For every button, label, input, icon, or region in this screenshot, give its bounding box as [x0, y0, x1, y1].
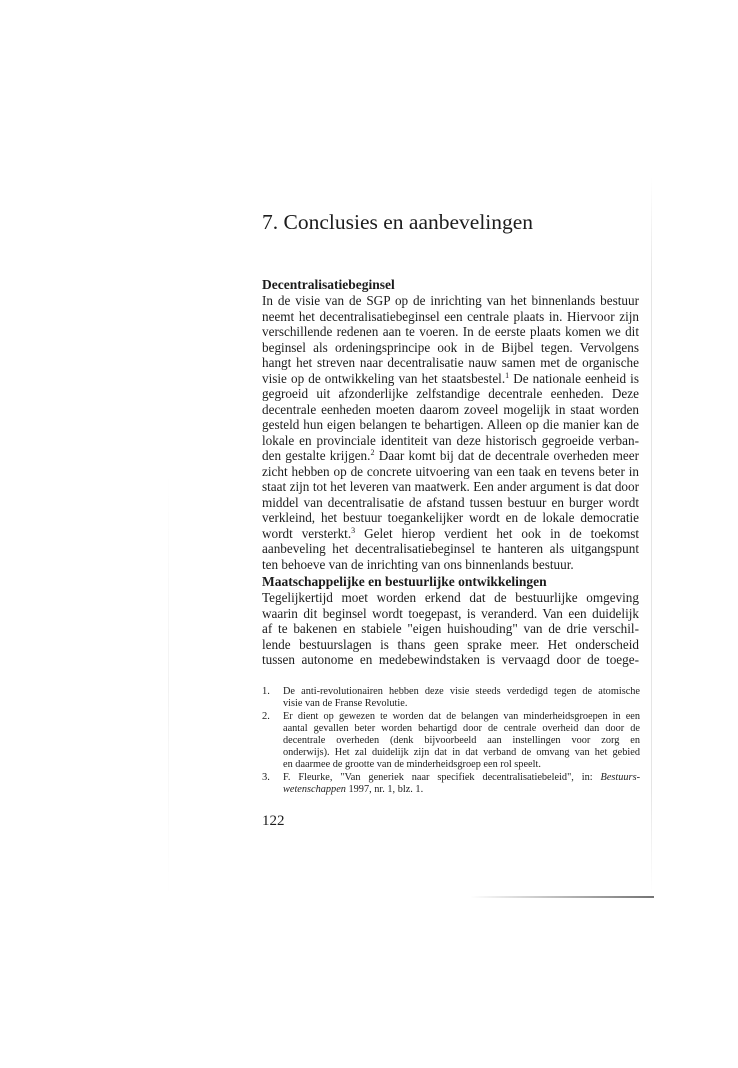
section-heading-decentralisatie: Decentralisatiebeginsel	[262, 277, 395, 292]
text-segment-italic: Bestuurs-	[600, 772, 640, 783]
text-segment: F. Fleurke, "Van generiek naar specifiek decentralisatiebeleid", in:	[283, 772, 601, 783]
text-line: hangt het streven naar decentralisatie nauw samen met de organische	[262, 355, 639, 370]
text-segment: den gestalte krijgen.	[262, 448, 371, 463]
footnote-line: De anti-revolutionairen hebben deze visie steeds verdedigd tegen de atomische	[283, 686, 640, 697]
text-line: gegroeid uit afzonderlijke zelfstandige decentrale eenheden. Deze	[262, 386, 639, 401]
text-line: af te bakenen en stabiele "eigen huishouding" van de drie verschil-	[262, 621, 639, 636]
page-edge-bottom	[470, 896, 654, 898]
footnote-line: decentrale overheden (denk bijvoorbeeld aan instellingen voor zorg en	[283, 735, 640, 746]
footnote-2	[262, 711, 640, 771]
text-line	[262, 448, 639, 464]
paragraph-decentralisatie	[262, 293, 639, 572]
footnote-3	[262, 772, 640, 796]
paragraph-ontwikkelingen	[262, 590, 639, 668]
text-line: lende bestuurslagen is thans geen sprake meer. Het onderscheid	[262, 636, 639, 652]
text-line: middel van decentralisatie de afstand tussen bestuur en burger wordt	[262, 494, 639, 510]
text-line: beginsel als ordeningsprincipe ook in de Bijbel tegen. Vervolgens	[262, 339, 639, 355]
text-line: gesteld hun eigen belangen te behartigen. Alleen op die manier kan de	[262, 417, 639, 432]
text-segment-italic: wetenschappen	[283, 784, 346, 795]
text-line	[262, 371, 639, 387]
page-edge-shadow	[651, 176, 652, 896]
text-segment: De nationale eenheid is	[509, 370, 639, 386]
text-segment: 1997, nr. 1, blz. 1.	[345, 784, 424, 795]
chapter-title: 7. Conclusies en aanbevelingen	[262, 210, 534, 234]
text-line: verkleind, het bestuur toegankelijker wordt en de lokale democratie	[262, 510, 639, 525]
text-line: neemt het decentralisatiebeginsel een centrale plaats in. Hiervoor zijn	[262, 308, 639, 324]
footnote-line: en daarmee de grootte van de minderheidsgroep een rol speelt.	[283, 759, 541, 770]
text-segment: visie op de ontwikkeling van het staatsbestel.	[262, 370, 506, 386]
text-line: verschillende redenen aan te voeren. In de eerste plaats komen we dit	[262, 324, 639, 339]
text-line	[262, 526, 639, 542]
text-line: Tegelijkertijd moet worden erkend dat de bestuurlijke omgeving	[262, 590, 639, 605]
footnote-number: 3.	[262, 772, 270, 783]
text-line: waarin dit beginsel wordt toegepast, is veranderd. Van een duidelijk	[262, 605, 639, 621]
footnote-ref-1: 1	[505, 370, 510, 380]
text-segment: wordt versterkt.	[262, 525, 352, 541]
text-segment: Gelet hierop verdient het ook in de toekomst	[355, 525, 640, 541]
section-heading-ontwikkelingen: Maatschappelijke en bestuurlijke ontwikkelingen	[262, 574, 547, 589]
footnote-line: onderwijs). Het zal duidelijk zijn dat in dat verband de omvang van het gebied	[283, 747, 640, 758]
footnote-line	[283, 772, 640, 784]
page-edge-left	[168, 470, 169, 900]
footnote-ref-3: 3	[351, 525, 356, 535]
text-line: staat zijn tot het leveren van maatwerk. Een ander argument is dat door	[262, 479, 639, 494]
text-line: tussen autonome en medebewindstaken is vervaagd door de toege-	[262, 652, 639, 667]
footnote-line: Er dient op gewezen te worden dat de belangen van minderheidsgroepen in een	[283, 711, 640, 722]
footnote-line: aantal gevallen beter worden behartigd door de centrale overheid dan door de	[283, 723, 640, 734]
text-line: ten behoeve van de inrichting van ons binnenlands bestuur.	[262, 556, 574, 572]
text-line: aanbeveling het decentralisatiebeginsel te hanteren als uitgangspunt	[262, 541, 639, 556]
text-line: zicht hebben op de concrete uitvoering van een taak en tevens beter in	[262, 463, 639, 479]
footnote-ref-2: 2	[370, 448, 375, 457]
page-number: 122	[262, 813, 285, 829]
footnote-1	[262, 686, 640, 710]
footnotes	[262, 686, 640, 797]
text-line: In de visie van de SGP op de inrichting van het binnenlands bestuur	[262, 293, 639, 308]
footnote-number: 1.	[262, 686, 270, 697]
footnote-line: visie van de Franse Revolutie.	[283, 698, 408, 709]
footnote-line	[283, 784, 640, 796]
footnote-number: 2.	[262, 711, 270, 722]
text-line: decentrale eenheden moeten daarom zoveel mogelijk in staat worden	[262, 401, 639, 417]
text-segment: Daar komt bij dat de decentrale overheden meer	[374, 448, 639, 463]
text-line: lokale en provinciale identiteit van deze historisch gegroeide verban-	[262, 432, 639, 448]
